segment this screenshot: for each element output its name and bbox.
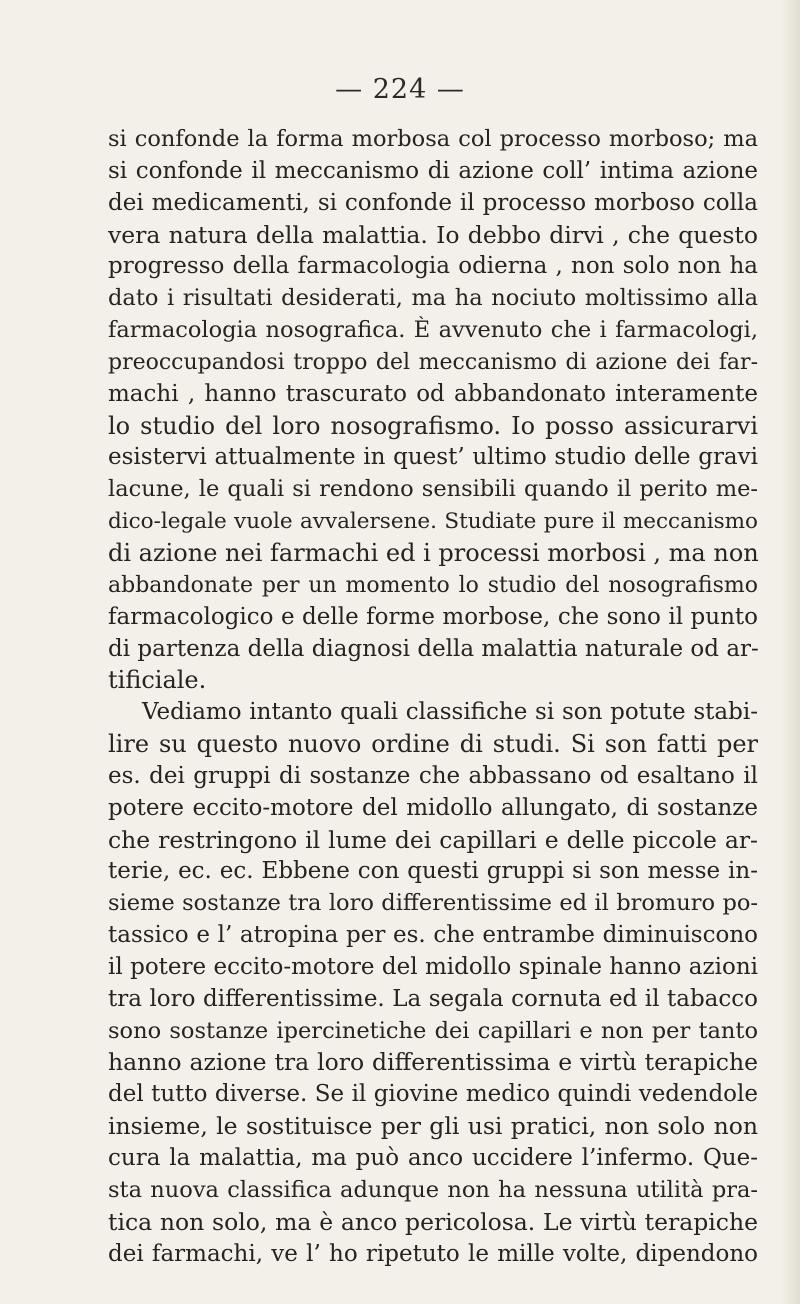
paragraph-end-line: tificiale.	[108, 666, 207, 695]
text-line: es. dei gruppi di sostanze che abbassano od esaltano il	[108, 762, 758, 789]
text-line: tassico e l’ atropina per es. che entrambe diminuiscono	[108, 922, 758, 949]
text-line: dei medicamenti, si confonde il processo morboso colla	[108, 189, 758, 216]
text-line: tra loro differentissime. La segala cornuta ed il tabacco	[108, 985, 758, 1012]
text-line: dei farmachi, ve l’ ho ripetuto le mille volte, dipendono	[108, 1240, 758, 1267]
text-line: del tutto diverse. Se il giovine medico quindi vedendole	[108, 1081, 758, 1108]
text-line: vera natura della malattia. Io debbo dirvi , che questo	[108, 220, 758, 249]
text-line: che restringono il lume dei capillari e delle piccole ar-	[108, 825, 758, 854]
text-line: si confonde la forma morbosa col processo morboso; ma	[108, 126, 758, 152]
text-line: di azione nei farmachi ed i processi morbosi , ma non	[108, 538, 759, 567]
text-line: sono sostanze ipercinetiche dei capillari e non per tanto	[108, 1017, 758, 1044]
text-line: cura la malattia, ma può anco uccidere l’infermo. Que-	[108, 1145, 758, 1171]
text-line: terie, ec. ec. Ebbene con questi gruppi si son messe in-	[108, 858, 758, 885]
page-edge-shadow	[780, 0, 800, 1304]
text-line: di partenza della diagnosi della malattia naturale od ar-	[108, 635, 759, 662]
text-line: lacune, le quali si rendono sensibili quando il perito me-	[108, 476, 758, 503]
text-line: machi , hanno trascurato od abbandonato interamente	[108, 380, 758, 407]
text-line: il potere eccito-motore del midollo spinale hanno azioni	[108, 953, 758, 980]
text-line: abbandonate per un momento lo studio del nosografismo	[108, 572, 758, 598]
text-line: hanno azione tra loro differentissima e virtù terapiche	[108, 1048, 758, 1077]
text-line: insieme, le sostituisce per gli usi pratici, non solo non	[108, 1112, 758, 1141]
text-line: potere eccito-motore del midollo allungato, di sostanze	[108, 794, 758, 821]
text-line: sieme sostanze tra loro differentissime ed il bromuro po-	[108, 890, 758, 917]
text-line: si confonde il meccanismo di azione coll’ intima azione	[108, 157, 758, 184]
text-line: lo studio del loro nosografismo. Io posso assicurarvi	[108, 411, 758, 440]
text-line: farmacologia nosografica. È avvenuto che i farmacologi,	[108, 317, 758, 344]
text-line: lire su questo nuovo ordine di studi. Si son fatti per	[108, 730, 758, 759]
page-number: — 224 —	[335, 74, 465, 105]
text-line: sta nuova classifica adunque non ha nessuna utilità pra-	[108, 1176, 758, 1203]
text-line: progresso della farmacologia odierna , non solo non ha	[108, 253, 758, 280]
paragraph-start-line: Vediamo intanto quali classifiche si son potute stabi-	[142, 699, 758, 726]
text-line: dico-legale vuole avvalersene. Studiate pure il meccanismo	[108, 509, 758, 535]
text-line: farmacologico e delle forme morbose, che sono il punto	[108, 603, 758, 630]
text-line: esistervi attualmente in quest’ ultimo studio delle gravi	[108, 444, 758, 471]
text-line: tica non solo, ma è anco pericolosa. Le virtù terapiche	[108, 1207, 758, 1236]
text-line: dato i risultati desiderati, ma ha nociuto moltissimo alla	[108, 285, 758, 312]
body-text	[108, 124, 758, 1270]
text-line: preoccupandosi troppo del meccanismo di azione dei far-	[108, 349, 758, 375]
